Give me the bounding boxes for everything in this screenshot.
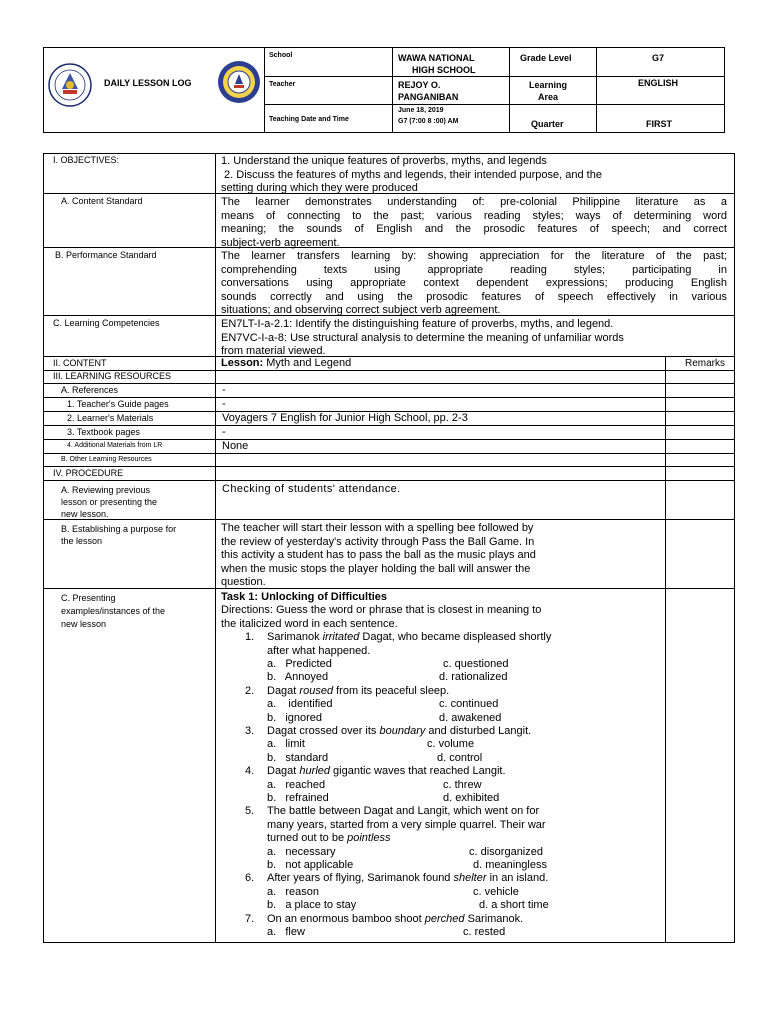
item-number: 2.: [245, 684, 255, 697]
procedure-b-line: question.: [221, 576, 266, 588]
school-value: WAWA NATIONAL: [398, 53, 475, 63]
quarter-value: FIRST: [646, 119, 672, 129]
option-row: [221, 752, 661, 765]
option: d. rationalized: [439, 671, 508, 684]
teacher-value-2: PANGANIBAN: [398, 92, 459, 102]
remarks-header: Remarks: [685, 358, 726, 369]
tb-label: 3. Textbook pages: [67, 427, 140, 437]
item-number: 5.: [245, 805, 255, 818]
option-row: [221, 671, 661, 684]
option: d. awakened: [439, 711, 502, 724]
procedure-b-line: when the music stops the player holding the ball will answer the: [221, 562, 531, 575]
performance-standard-line: The learner transfers learning by: showing appreciation for the literature of the past;: [221, 250, 727, 262]
performance-standard-line: situations; and observing correct subject verb agreement.: [221, 304, 501, 316]
performance-standard-line: conversations using appropriate context dependent expressions; producing English: [221, 277, 727, 289]
lm-value: Voyagers 7 English for Junior High School, pp. 2-3: [222, 412, 468, 424]
procedure-label: IV. PROCEDURE: [53, 468, 124, 478]
add-value: None: [222, 440, 249, 452]
objectives-line: 1. Understand the unique features of proverbs, myths, and legends: [221, 155, 547, 167]
option-row: [221, 899, 661, 912]
procedure-a-label: [61, 484, 157, 520]
performance-standard-label: B. Performance Standard: [55, 250, 157, 260]
task-block: [221, 591, 661, 939]
area-value: ENGLISH: [638, 78, 679, 88]
procedure-c-label: [61, 592, 165, 631]
time-value: G7 (7:00 8 :00) AM: [398, 118, 459, 125]
item-text: Sarimanok: [267, 631, 323, 644]
quiz-item: [221, 725, 661, 738]
item-text: from its peaceful sleep.: [333, 684, 450, 697]
item-text: Dagat: [267, 684, 300, 697]
option-row: [221, 712, 661, 725]
option: a. necessary: [267, 845, 336, 858]
task-title: Task 1: Unlocking of Difficulties: [221, 591, 388, 603]
item-text: gigantic waves that reached Langit.: [330, 765, 506, 778]
content-standard-label: A. Content Standard: [61, 196, 143, 206]
quiz-item: [221, 913, 661, 926]
option-row: [221, 846, 661, 859]
item-continued: many years, started from a very simple quarrel. Their war: [267, 818, 546, 831]
procedure-a-label-line: new lesson.: [61, 509, 109, 519]
area-label: Learning: [529, 80, 568, 90]
procedure-b-label-line: B. Establishing a purpose for: [61, 524, 177, 534]
option: d. a short time: [479, 899, 549, 912]
tg-value: -: [222, 398, 226, 410]
option: a. identified: [267, 698, 333, 711]
item-text: turned out to be: [267, 832, 348, 845]
item-continued: after what happened.: [267, 644, 371, 657]
option: d. exhibited: [443, 791, 500, 804]
procedure-b-line: the review of yesterday's activity through Pass the Ball Game. In: [221, 535, 535, 548]
item-word: perched: [424, 912, 465, 925]
lesson-prefix: Lesson:: [221, 357, 264, 369]
area-label-2: Area: [538, 92, 559, 102]
option: b. ignored: [267, 711, 323, 724]
option-row: [221, 792, 661, 805]
date-label: Teaching Date and Time: [269, 116, 349, 123]
quiz-item: [221, 685, 661, 698]
procedure-b-label: [61, 523, 176, 547]
option: a. flew: [267, 925, 305, 938]
item-text: After years of flying, Sarimanok found: [267, 872, 454, 885]
performance-standard-text: [221, 250, 727, 318]
content-standard-line: means of connecting to the past; various reading styles; ways of determining word: [221, 209, 727, 222]
option: a. Predicted: [267, 658, 332, 671]
teacher-label: Teacher: [269, 81, 296, 88]
competencies-label: C. Learning Competencies: [53, 318, 160, 328]
option: b. a place to stay: [267, 899, 357, 912]
quiz-item: [221, 765, 661, 778]
objectives-line: 2. Discuss the features of myths and legends, their intended purpose, and the: [221, 168, 602, 181]
lesson-line: [221, 358, 351, 369]
item-word: pointless: [347, 832, 391, 845]
competencies-line: from material viewed.: [221, 345, 326, 357]
procedure-b-label-line: the lesson: [61, 536, 103, 546]
item-text: Dagat: [267, 765, 300, 778]
content-standard-text: [221, 196, 727, 250]
option: d. control: [437, 751, 483, 764]
competencies-text: [221, 318, 729, 359]
item-number: 6.: [245, 872, 255, 885]
quiz-item: [221, 872, 661, 885]
option: d. meaningless: [473, 858, 547, 871]
lesson-value: Myth and Legend: [263, 357, 352, 369]
content-standard-line: The learner demonstrates understanding of: pre-colonial Philippine literature as a: [221, 196, 727, 208]
item-text: The battle between Dagat and Langit, which went on for: [267, 805, 540, 818]
other-label: B. Other Learning Resources: [61, 456, 152, 463]
lm-label: 2. Learner's Materials: [67, 413, 154, 423]
item-word: boundary: [379, 725, 426, 737]
option-row: [221, 658, 661, 671]
date-value: June 18, 2019: [398, 107, 444, 114]
quiz-item: [221, 805, 661, 818]
option: a. reached: [267, 778, 326, 791]
option: b. not applicable: [267, 858, 354, 871]
procedure-a-label-line: A. Reviewing previous: [61, 485, 151, 495]
item-continued: [221, 832, 661, 845]
log-title: DAILY LESSON LOG: [104, 78, 192, 88]
option: c. disorganized: [469, 845, 543, 858]
directions-line: the italicized word in each sentence.: [221, 617, 398, 630]
option-row: [221, 698, 661, 711]
item-number: 7.: [245, 912, 255, 925]
option: c. questioned: [443, 658, 509, 671]
procedure-c-label-line: C. Presenting: [61, 593, 116, 603]
quiz-item: [221, 631, 661, 644]
option-row: [221, 886, 661, 899]
tb-value: -: [222, 426, 226, 438]
item-text: On an enormous bamboo shoot: [267, 912, 425, 925]
school-value-2: HIGH SCHOOL: [412, 65, 476, 75]
deped-seal-icon: [48, 63, 92, 107]
objectives-text: [221, 155, 729, 196]
option-row: [221, 738, 661, 751]
option: c. volume: [427, 738, 475, 751]
tg-label: 1. Teacher's Guide pages: [67, 399, 169, 409]
item-word: irritated: [322, 631, 360, 644]
option: c. rested: [463, 925, 506, 938]
procedure-a-label-line: lesson or presenting the: [61, 497, 158, 507]
item-text: and disturbed Langit.: [425, 725, 532, 737]
quarter-label: Quarter: [531, 119, 564, 129]
item-number: 1.: [245, 631, 255, 644]
procedure-b-text: [221, 522, 536, 590]
procedure-c-label-line: new lesson: [61, 619, 107, 629]
item-number: 4.: [245, 765, 255, 778]
grade-label: Grade Level: [520, 53, 572, 63]
item-word: shelter: [453, 872, 487, 885]
resources-label: III. LEARNING RESOURCES: [53, 371, 172, 381]
add-label: 4. Additional Materials from LR: [67, 442, 163, 449]
competencies-line: EN7LT-I-a-2.1: Identify the distinguishing feature of proverbs, myths, and legend.: [221, 318, 614, 330]
objectives-line: setting during which they were produced: [221, 182, 418, 194]
objectives-label: I. OBJECTIVES:: [53, 155, 120, 165]
school-label: School: [269, 52, 293, 59]
item-text: Dagat crossed over its: [267, 725, 380, 737]
content-label: II. CONTENT: [53, 358, 107, 368]
content-standard-line: subject-verb agreement.: [221, 236, 340, 249]
option: b. refrained: [267, 791, 329, 804]
option: a. reason: [267, 885, 319, 898]
performance-standard-line: sounds correctly and using the prosodic features of speech effectively in various: [221, 290, 727, 303]
option: c. vehicle: [473, 885, 519, 898]
option-row: [221, 926, 661, 939]
item-word: roused: [299, 684, 334, 697]
item-text: Dagat, who became displeased shortly: [359, 631, 552, 644]
option-row: [221, 859, 661, 872]
item-number: 3.: [245, 725, 255, 737]
procedure-c-label-line: examples/instances of the: [61, 606, 166, 616]
option: b. standard: [267, 751, 329, 764]
references-value: -: [222, 384, 226, 396]
performance-standard-line: comprehending texts using appropriate reading styles; participating in: [221, 263, 727, 276]
content-standard-line: meaning; the sounds of English and the prosodic features of speech; and correct: [221, 223, 727, 235]
item-word: hurled: [299, 765, 330, 778]
grade-value: G7: [652, 53, 665, 63]
competencies-line: EN7VC-I-a-8: Use structural analysis to determine the meaning of unfamiliar words: [221, 331, 624, 344]
teacher-value: REJOY O.: [398, 80, 441, 90]
option: c. threw: [443, 778, 482, 791]
option: a. limit: [267, 738, 305, 751]
school-seal-icon: [217, 60, 261, 104]
option-row: [221, 779, 661, 792]
procedure-b-line: The teacher will start their lesson with a spelling bee followed by: [221, 522, 534, 534]
item-text: Sarimanok.: [464, 912, 524, 925]
references-label: A. References: [61, 385, 119, 395]
procedure-b-line: this activity a student has to pass the ball as the music plays and: [221, 549, 536, 561]
procedure-a-value: Checking of students' attendance.: [222, 483, 401, 495]
option: c. continued: [439, 698, 499, 711]
option: b. Annoyed: [267, 671, 329, 684]
item-text: in an island.: [486, 872, 549, 885]
directions-line: Directions: Guess the word or phrase that is closest in meaning to: [221, 604, 542, 617]
